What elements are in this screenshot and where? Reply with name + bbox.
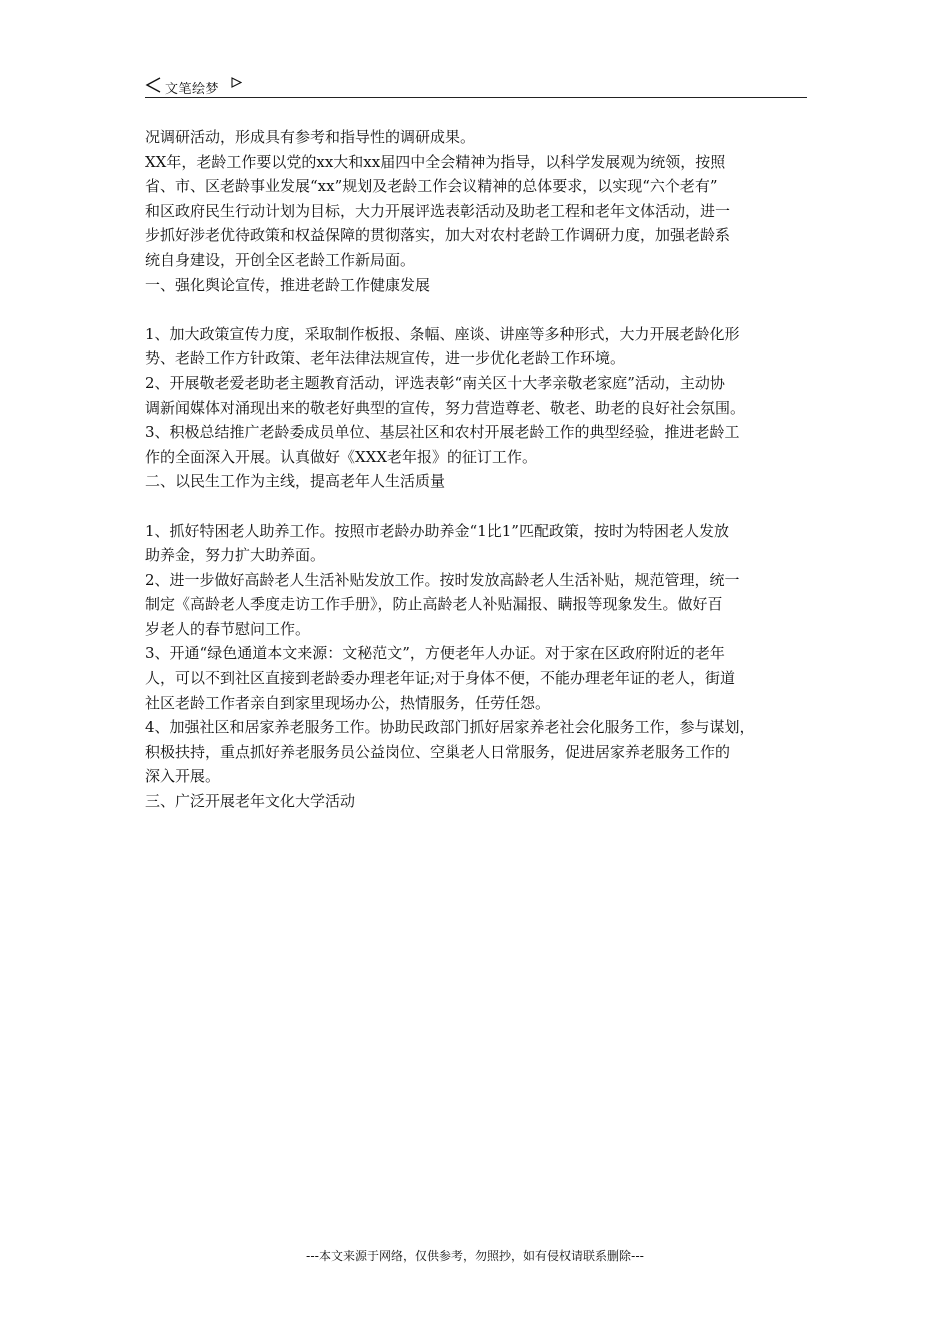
blank-line — [145, 494, 809, 519]
text-line: 制定《高龄老人季度走访工作手册》，防止高龄老人补贴漏报、瞒报等现象发生。做好百 — [145, 595, 723, 614]
triangle-right-icon — [231, 77, 242, 88]
text-line: 和区政府民生行动计划为目标，大力开展评选表彰活动及助老工程和老年文体活动，进一 — [145, 201, 731, 220]
text-line: 调新闻媒体对涌现出来的敬老好典型的宣传，努力营造尊老、敬老、助老的良好社会氛围。 — [145, 398, 746, 417]
text-line: 势、老龄工作方针政策、老年法律法规宣传，进一步优化老龄工作环境。 — [145, 349, 626, 368]
text-line: 3、积极总结推广老龄委成员单位、基层社区和农村开展老龄工作的典型经验，推进老龄工 — [145, 423, 740, 442]
header-title: 文笔绘梦 — [165, 82, 220, 97]
text-line: 人，可以不到社区直接到老龄委办理老年证;对于身体不便，不能办理老年证的老人，街道 — [145, 669, 736, 688]
text-line: 2、进一步做好高龄老人生活补贴发放工作。按时发放高龄老人生活补贴，规范管理，统一 — [145, 570, 740, 589]
text-line: XX年，老龄工作要以党的xx大和xx届四中全会精神为指导，以科学发展观为统领，按照 — [145, 152, 726, 171]
text-line: 省、市、区老龄事业发展“xx”规划及老龄工作会议精神的总体要求，以实现“六个老有” — [145, 177, 718, 196]
footer-disclaimer: ---本文来源于网络，仅供参考，勿照抄，如有侵权请联系删除--- — [306, 1249, 644, 1263]
document-body — [145, 125, 809, 814]
triangle-left-icon — [145, 76, 163, 94]
text-line: 4、加强社区和居家养老服务工作。协助民政部门抓好居家养老社会化服务工作，参与谋划， — [145, 718, 755, 737]
blank-line — [145, 297, 809, 322]
text-line: 深入开展。 — [145, 767, 221, 786]
page-header — [145, 74, 807, 98]
text-line: 统自身建设，开创全区老龄工作新局面。 — [145, 250, 416, 269]
text-line: 积极扶持，重点抓好养老服务员公益岗位、空巢老人日常服务，促进居家养老服务工作的 — [145, 742, 731, 761]
text-line: 况调研活动，形成具有参考和指导性的调研成果。 — [145, 128, 476, 146]
text-line: 岁老人的春节慰问工作。 — [145, 619, 311, 638]
text-line: 作的全面深入开展。认真做好《XXX老年报》的征订工作。 — [145, 447, 538, 466]
text-line: 3、开通“绿色通道本文来源：文秘范文”，方便老年人办证。对于家在区政府附近的老年 — [145, 644, 725, 663]
text-line: 2、开展敬老爱老助老主题教育活动，评选表彰“南关区十大孝亲敬老家庭”活动，主动协 — [145, 373, 725, 392]
text-line: 助养金，努力扩大助养面。 — [145, 546, 326, 565]
text-line: 二、以民生工作为主线，提高老年人生活质量 — [145, 472, 446, 491]
text-line: 1、抓好特困老人助养工作。按照市老龄办助养金“1比1”匹配政策，按时为特困老人发放 — [145, 521, 729, 540]
text-line: 步抓好涉老优待政策和权益保障的贯彻落实，加大对农村老龄工作调研力度，加强老龄系 — [145, 226, 731, 245]
text-line: 三、广泛开展老年文化大学活动 — [145, 792, 356, 811]
text-line: 社区老龄工作者亲自到家里现场办公，热情服务，任劳任怨。 — [145, 693, 551, 712]
text-line: 一、强化舆论宣传，推进老龄工作健康发展 — [145, 275, 431, 294]
text-line: 1、加大政策宣传力度，采取制作板报、条幅、座谈、讲座等多种形式，大力开展老龄化形 — [145, 324, 740, 343]
